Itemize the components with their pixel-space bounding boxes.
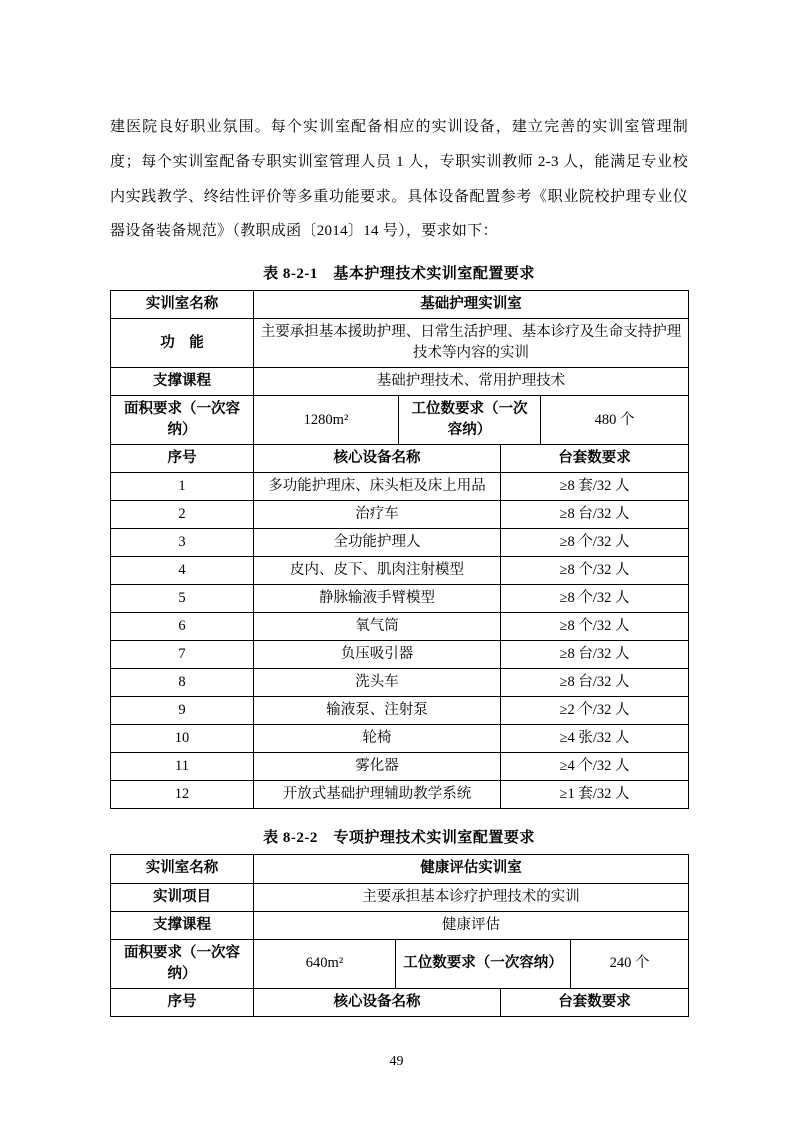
room-name-label: 实训室名称 [111,291,254,319]
equipment-header-row [111,988,689,1016]
courses-label: 支撑课程 [111,911,254,939]
stations-value: 240 个 [571,939,689,988]
column-header-name: 核心设备名称 [254,445,501,473]
table-row [111,883,689,911]
equipment-qty: ≥8 台/32 人 [501,669,689,697]
equipment-no: 5 [111,585,254,613]
equipment-row [111,641,689,669]
table1 [110,290,689,809]
table-row [111,396,689,445]
equipment-row [111,501,689,529]
stations-label: 工位数要求（一次容纳） [396,939,571,988]
equipment-no: 9 [111,697,254,725]
equipment-name: 治疗车 [254,501,501,529]
function-value: 主要承担基本援助护理、日常生活护理、基本诊疗及生命支持护理技术等内容的实训 [254,319,689,368]
equipment-no: 10 [111,725,254,753]
equipment-name: 全功能护理人 [254,529,501,557]
equipment-name: 静脉输液手臂模型 [254,585,501,613]
equipment-qty: ≥8 套/32 人 [501,473,689,501]
page-number: 49 [389,1054,404,1069]
equipment-name: 洗头车 [254,669,501,697]
column-header-no: 序号 [111,988,254,1016]
area-label: 面积要求（一次容纳） [111,396,254,445]
courses-value: 健康评估 [254,911,689,939]
table-row [111,319,689,368]
equipment-row [111,781,689,809]
equipment-qty: ≥8 个/32 人 [501,557,689,585]
equipment-name: 负压吸引器 [254,641,501,669]
equipment-qty: ≥8 个/32 人 [501,585,689,613]
equipment-no: 8 [111,669,254,697]
area-label: 面积要求（一次容纳） [111,939,254,988]
project-value: 主要承担基本诊疗护理技术的实训 [254,883,689,911]
equipment-name: 轮椅 [254,725,501,753]
equipment-name: 皮内、皮下、肌肉注射模型 [254,557,501,585]
area-value: 640m² [254,939,396,988]
stations-label: 工位数要求（一次容纳） [399,396,541,445]
equipment-qty: ≥8 个/32 人 [501,529,689,557]
equipment-row [111,557,689,585]
stations-value: 480 个 [541,396,689,445]
equipment-no: 2 [111,501,254,529]
table-row [111,368,689,396]
equipment-row [111,585,689,613]
equipment-name: 雾化器 [254,753,501,781]
column-header-qty: 台套数要求 [501,988,689,1016]
equipment-no: 6 [111,613,254,641]
equipment-name: 多功能护理床、床头柜及床上用品 [254,473,501,501]
table1-title: 表 8-2-1 基本护理技术实训室配置要求 [263,266,535,283]
equipment-no: 4 [111,557,254,585]
table-row [111,291,689,319]
table-row [111,911,689,939]
equipment-row [111,753,689,781]
room-name-value: 健康评估实训室 [254,855,689,883]
equipment-row [111,697,689,725]
table2 [110,854,689,1016]
table2-title: 表 8-2-2 专项护理技术实训室配置要求 [263,830,535,847]
equipment-qty: ≥8 台/32 人 [501,641,689,669]
equipment-name: 开放式基础护理辅助教学系统 [254,781,501,809]
function-label: 功 能 [111,319,254,368]
equipment-row [111,725,689,753]
body-paragraph: 建医院良好职业氛围。每个实训室配备相应的实训设备，建立完善的实训室管理制度；每个实训室配备专职实训室管理人员 1 人，专职实训教师 2-3 人，能满足专业校内实践教学、终结性评价等多重功能要求。具体设备配置参考《职业院校护理专业仪器设备装备规范》（教职成函〔2014〕14 号），要求如下： [110,119,688,240]
courses-value: 基础护理技术、常用护理技术 [254,368,689,396]
equipment-no: 3 [111,529,254,557]
equipment-qty: ≥1 套/32 人 [501,781,689,809]
equipment-header-row [111,445,689,473]
equipment-no: 12 [111,781,254,809]
equipment-no: 7 [111,641,254,669]
table-row [111,939,689,988]
room-name-label: 实训室名称 [111,855,254,883]
equipment-qty: ≥4 个/32 人 [501,753,689,781]
column-header-no: 序号 [111,445,254,473]
equipment-qty: ≥2 个/32 人 [501,697,689,725]
equipment-no: 1 [111,473,254,501]
project-label: 实训项目 [111,883,254,911]
equipment-row [111,529,689,557]
equipment-qty: ≥8 个/32 人 [501,613,689,641]
equipment-no: 11 [111,753,254,781]
room-name-value: 基础护理实训室 [254,291,689,319]
table1-equipment-body [111,473,689,809]
equipment-qty: ≥8 台/32 人 [501,501,689,529]
area-value: 1280m² [254,396,399,445]
table-row [111,855,689,883]
equipment-name: 输液泵、注射泵 [254,697,501,725]
column-header-qty: 台套数要求 [501,445,689,473]
equipment-qty: ≥4 张/32 人 [501,725,689,753]
equipment-name: 氧气筒 [254,613,501,641]
equipment-row [111,613,689,641]
equipment-row [111,669,689,697]
equipment-row [111,473,689,501]
column-header-name: 核心设备名称 [254,988,501,1016]
courses-label: 支撑课程 [111,368,254,396]
